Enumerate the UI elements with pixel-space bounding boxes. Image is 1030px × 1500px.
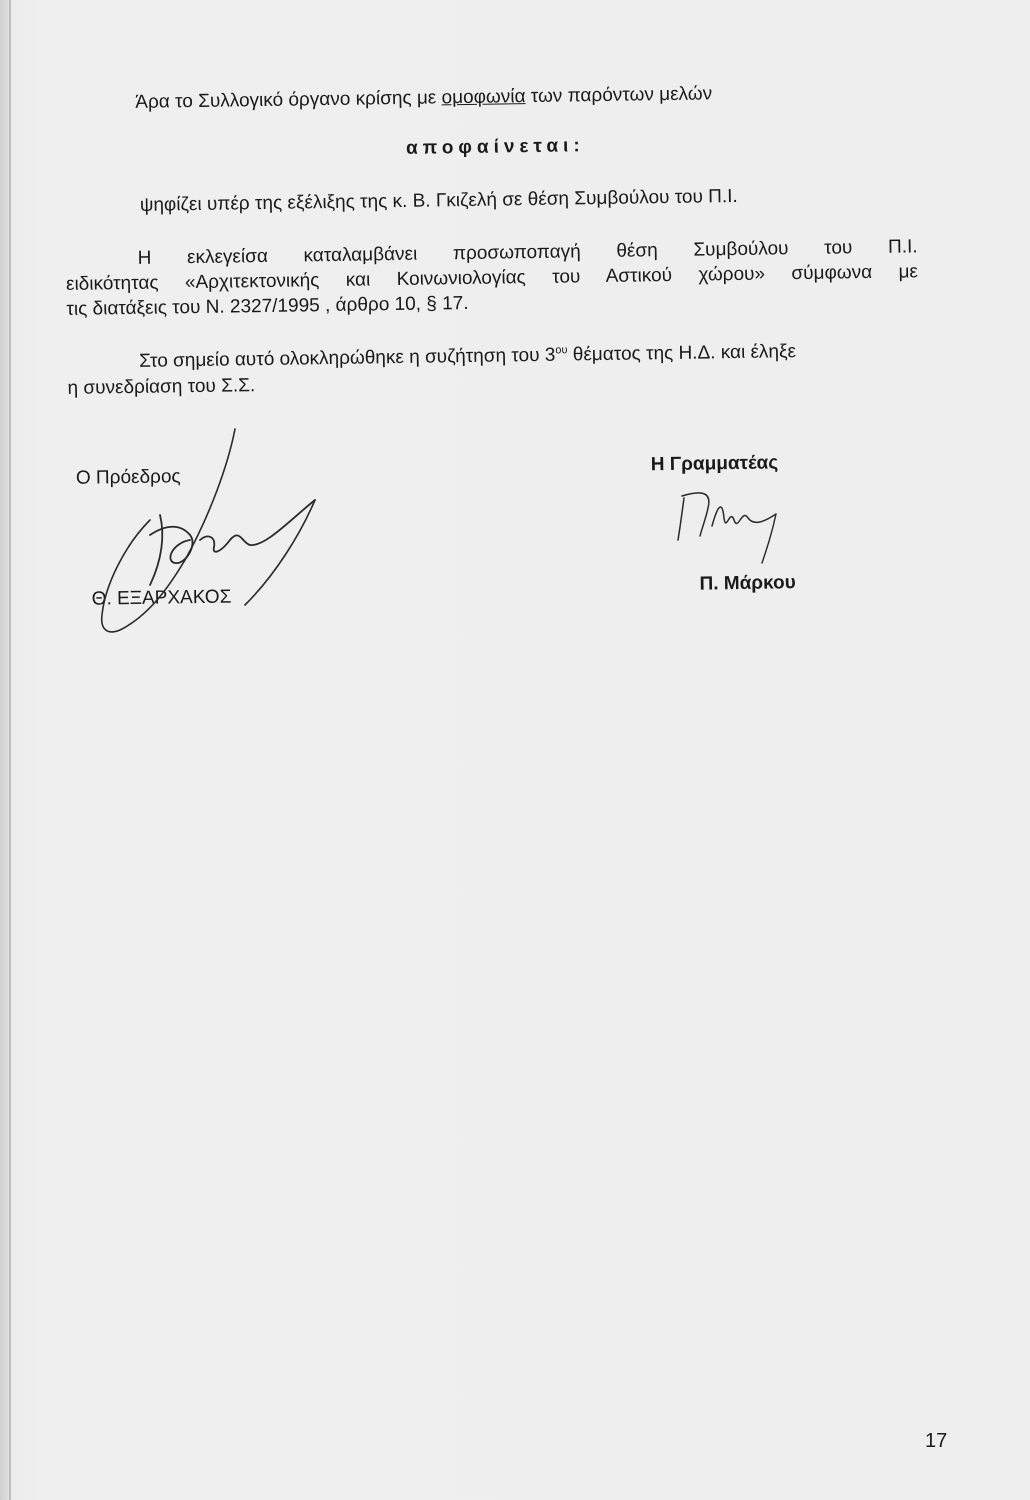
ordinal-suffix: ου [555,344,568,357]
para2-line2: ειδικότητας «Αρχιτεκτονικής και Κοινωνιολογίας του Αστικού χώρου» σύμφωνα με [65,261,919,295]
decision-text: ψηφίζει υπέρ της εξέλιξης της κ. Β. Γκιζελή σε θέση Συμβούλου του Π.Ι. [139,185,738,216]
secretary-name: Π. Μάρκου [699,572,796,595]
president-signature [90,425,350,645]
decision-heading: αποφαίνεται: [405,135,585,159]
para2-line3: τις διατάξεις του Ν. 2327/1995 , άρθρο 10, § 17. [66,292,469,320]
opening-text: Άρα το Συλλογικό όργανο κρίσης με [135,87,442,113]
secretary-signature [672,478,792,568]
opening-line [135,82,712,114]
para3-text: Στο σημείο αυτό ολοκληρώθηκε η συζήτηση του 3 [139,344,556,372]
para3-line1 [139,340,796,373]
binding-edge [9,0,11,1500]
unanimity-word: ομοφωνία [441,86,526,109]
secretary-title: Η Γραμματέας [650,452,779,476]
president-title: Ο Πρόεδρος [75,466,181,489]
page-number: 17 [925,1430,948,1452]
document-body [60,67,940,610]
para2-line1: Η εκλεγείσα καταλαμβάνει προσωποπαγή θέση Συμβούλου του Π.Ι. [137,236,918,269]
opening-text-end: των παρόντων μελών [525,83,713,108]
para3-line2: η συνεδρίαση του Σ.Σ. [67,375,256,399]
president-name: Θ. ΕΞΑΡΧΑΚΟΣ [91,586,232,610]
para3-text-end: θέματος της Η.Δ. και έληξε [567,341,797,366]
